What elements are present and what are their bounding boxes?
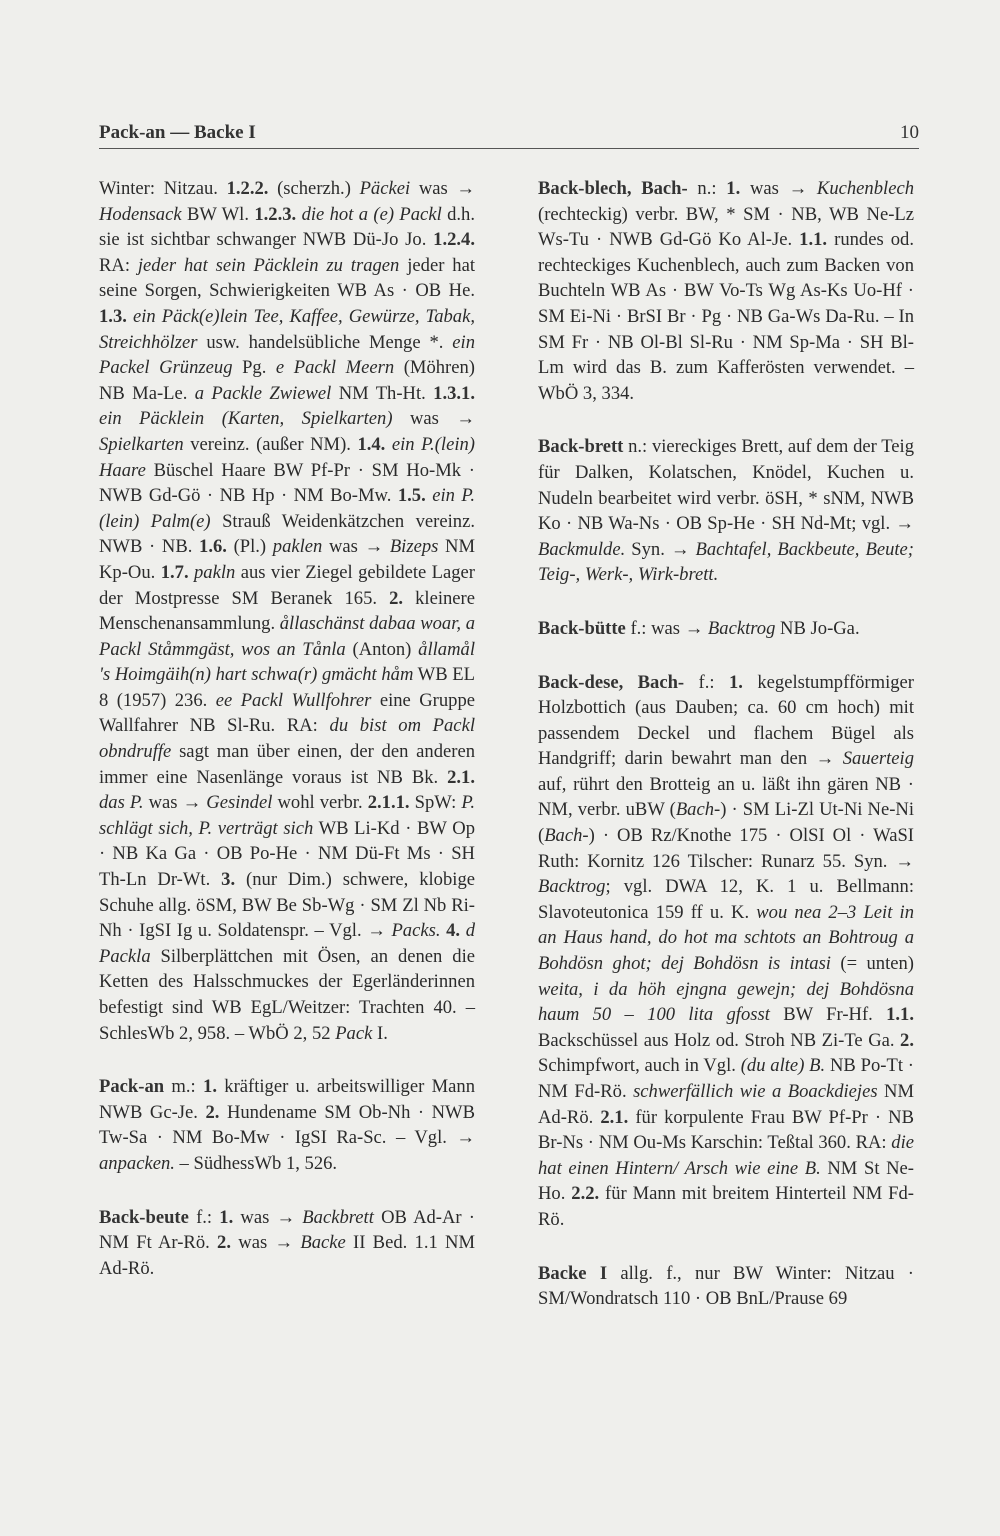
header-title: Pack-an — Backe I: [99, 122, 256, 143]
entry-text: Back-dese, Bach- f.: 1. kegelstumpfförmiger Holzbottich (aus Dauben; ca. 60 cm hoch) mit passendem Deckel und flachem Bügel als Handgriff; darin bewahrt man den → Sauerteig auf, rührt den Brotteig an u. läßt ihn gären NB · NM, verbr. uBW (Bach-) · SM Li-Zl Ut-Ni Ne-Ni (Bach-) · OB Rz/Knothe 175 · OlSI Ol · WaSI Ruth: Kornitz 126 Tilscher: Runarz 55. Syn. → Backtrog; vgl. DWA 12, K. 1 u. Bellmann: Slavoteutonica 159 ff u. K. wou nea 2–3 Leit in an Haus hand, do hot ma schtots an Bohtroug a Bohdösn ghot; dej Bohdösn is intasi (= unten) weita, i da höh ejngna gewejn; dej Bohdösna haum 50 – 100 lita gfosst BW Fr-Hf. 1.1. Backschüssel aus Holz od. Stroh NB Zi-Te Ga. 2. Schimpfwort, auch in Vgl. (du alte) B. NB Po-Tt · NM Fd-Rö. schwerfällich wie a Boackdiejes NM Ad-Rö. 2.1. für korpulente Frau BW Pf-Pr · NB Br-Ns · NM Ou-Ms Karschin: Teßtal 360. RA: die hat einen Hintern/ Arsch wie eine B. NM St Ne-Ho. 2.2. für Mann mit breitem Hinterteil NM Fd-Rö.: [538, 671, 914, 1230]
entry-text: Winter: Nitzau. 1.2.2. (scherzh.) Päckei was → Hodensack BW Wl. 1.2.3. die hot a (e) Packl d.h. sie ist sichtbar schwanger NWB Dü-Jo Jo. 1.2.4. RA: jeder hat sein Päcklein zu tragen jeder hat seine Sorgen, Schwierigkeiten WB As · OB He. 1.3. ein Päck(e)lein Tee, Kaffee, Gewürze, Tabak, Streichhölzer usw. handelsübliche Menge *. ein Packel Grünzeug Pg. e Packl Meern (Möhren) NB Ma-Le. a Packle Zwiewel NM Th-Ht. 1.3.1. ein Päcklein (Karten, Spielkarten) was → Spielkarten vereinz. (außer NM). 1.4. ein P.(lein) Haare Büschel Haare BW Pf-Pr · SM Ho-Mk · NWB Gd-Gö · NB Hp · NM Bo-Mw. 1.5. ein P.(lein) Palm(e) Strauß Weidenkätzchen vereinz. NWB · NB. 1.6. (Pl.) paklen was → Bizeps NM Kp-Ou. 1.7. pakln aus vier Ziegel gebildete Lager der Mostpresse SM Beranek 165. 2. kleinere Menschenansammlung. ållaschänst dabaa woar, a Packl Ståmmgäst, wos an Tånla (Anton) ållamål 's Hoimgäih(n) hart schwa(r) gmächt håm WB EL 8 (1957) 236. ee Packl Wullfohrer eine Gruppe Wallfahrer NB Sl-Ru. RA: du bist om Packl obndruffe sagt man über einen, der den anderen immer eine Nasenlänge voraus ist NB Bk. 2.1. das P. was → Gesindel wohl verbr. 2.1.1. SpW: P. schlägt sich, P. verträgt sich WB Li-Kd · BW Op · NB Ka Ga · OB Po-He · NM Dü-Ft Ms · SH Th-Ln Dr-Wt. 3. (nur Dim.) schwere, klobige Schuhe allg. öSM, BW Be Sb-Wg · SM Zl Nb Ri-Nh · IgSI Ig u. Soldatenspr. – Vgl. → Packs. 4. d Packla Silberplättchen mit Ösen, an denen die Ketten des Halsschmuckes der Egerländerinnen befestigt sind WB EgL/Weitzer: Trachten 40. – SchlesWb 2, 958. – WbÖ 2, 52 Pack I.: [99, 178, 476, 1044]
entry-back-dese: [538, 670, 914, 1233]
entry-text: Back-beute f.: 1. was → Backbrett OB Ad-Ar · NM Ft Ar-Rö. 2. was → Backe II Bed. 1.1 NM Ad-Rö.: [99, 1206, 476, 1279]
entry-text: Pack-an m.: 1. kräftiger u. arbeitswilliger Mann NWB Gc-Je. 2. Hundename SM Ob-Nh · NWB Tw-Sa · NM Bo-Mw · IgSI Ra-Sc. – Vgl. → anpacken. – SüdhessWb 1, 526.: [99, 1076, 476, 1174]
entry-back-beute: [99, 1205, 475, 1282]
entry-text: Backe I allg. f., nur BW Winter: Nitzau · SM/Wondratsch 110 · OB BnL/Prause 69: [538, 1262, 914, 1310]
right-column: [538, 176, 914, 1340]
running-header: [99, 118, 919, 149]
entry-text: Back-blech, Bach- n.: 1. was → Kuchenblech (rechteckig) verbr. BW, * SM · NB, WB Ne-Lz Ws-Tu · NWB Gd-Gö Ko Al-Je. 1.1. rundes od. rechteckiges Kuchenblech, auch zum Backen von Buchteln WB As · BW Vo-Ts Wg As-Ks Uo-Hf · SM Ei-Ni · BrSI Br · Pg · NB Ga-Ws Da-Ru. – In SM Fr · NB Ol-Bl Sl-Ru · NM Sp-Ma · SH Bl-Lm wird das B. zum Kafferösten verwendet. – WbÖ 3, 334.: [538, 178, 914, 404]
entry-back-buette: [538, 616, 914, 642]
left-column: [99, 176, 475, 1309]
entry-pack-continued: [99, 176, 475, 1046]
entry-back-blech: [538, 176, 914, 406]
entry-backe-i: [538, 1261, 914, 1312]
page-number: 10: [900, 122, 919, 143]
entry-back-brett: [538, 434, 914, 588]
entry-text: Back-bütte f.: was → Backtrog NB Jo-Ga.: [538, 617, 860, 639]
entry-pack-an: [99, 1074, 475, 1176]
entry-text: Back-brett n.: viereckiges Brett, auf dem der Teig für Dalken, Kolatschen, Knödel, Kuchen u. Nudeln bearbeitet wird verbr. öSH, * sNM, NWB Ko · NB Wa-Ns · OB Sp-He · SH Nd-Mt; vgl. → Backmulde. Syn. → Bachtafel, Backbeute, Beute; Teig-, Werk-, Wirk-brett.: [538, 436, 914, 586]
